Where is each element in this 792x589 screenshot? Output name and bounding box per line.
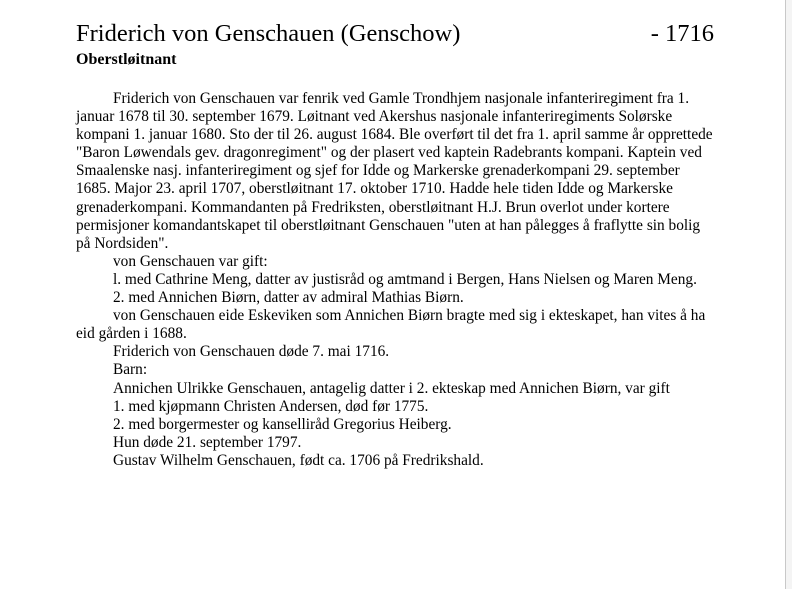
death-line: Friderich von Genschauen døde 7. mai 1716. — [113, 343, 390, 361]
child-marriage-first: 1. med kjøpmann Christen Andersen, død før 1775. — [113, 397, 429, 415]
document-header — [76, 18, 718, 50]
document-page — [76, 18, 718, 470]
marriage-intro: von Genschauen var gift: — [113, 252, 268, 270]
page-border — [785, 0, 786, 589]
child-entry: Gustav Wilhelm Genschauen, født ca. 1706 på Fredrikshald. — [113, 451, 484, 469]
children-heading: Barn: — [113, 361, 148, 379]
child-death-line: Hun døde 21. september 1797. — [113, 433, 302, 451]
marriage-entry-second: 2. med Annichen Biørn, datter av admiral Mathias Biørn. — [113, 289, 464, 307]
rank-subtitle: Oberstløitnant — [76, 51, 177, 68]
child-marriage-second: 2. med borgermester og kanselliråd Gregorius Heiberg. — [113, 415, 452, 433]
person-name-heading: Friderich von Genschauen (Genschow) — [76, 20, 461, 47]
child-entry: Annichen Ulrikke Genschauen, antagelig datter i 2. ekteskap med Annichen Biørn, var gift — [113, 379, 670, 397]
marriage-entry-first: l. med Cathrine Meng, datter av justisråd og amtmand i Bergen, Hans Nielsen og Maren Meng. — [113, 270, 697, 288]
viewer-edge-shade — [786, 0, 792, 589]
biography-body — [76, 90, 718, 470]
death-year-heading: - 1716 — [650, 20, 714, 47]
biography-paragraph: Friderich von Genschauen var fenrik ved Gamle Trondhjem nasjonale infanteriregiment fra 1. januar 1678 til 30. september 1679. Løitnant ved Akershus nasjonale infanteriregiments Solørske kompani 1. januar 1680. Sto der til 26. august 1684. Ble overført til det fra 1. april samme år opprettede "Baron Løwendals gev. dragonregiment" og der plasert ved kaptein Radebrants kompani. Kaptein ved Smaalenske nasj. infanteriregiment og sjef for Idde og Markerske grenaderkompani 29. september 1685. Major 23. april 1707, oberstløitnant 17. oktober 1710. Hadde hele tiden Idde og Markerske grenaderkompani. Kommandanten på Fredriksten, oberstløitnant H.J. Brun overlot under kortere permisjoner komandantskapet til oberstløitnant Genschauen "uten at han pålegges å fraflytte sin bolig på Nordsiden". — [76, 90, 713, 252]
property-paragraph: von Genschauen eide Eskeviken som Annichen Biørn bragte med sig i ekteskapet, han vites å ha eid gården i 1688. — [76, 307, 706, 343]
